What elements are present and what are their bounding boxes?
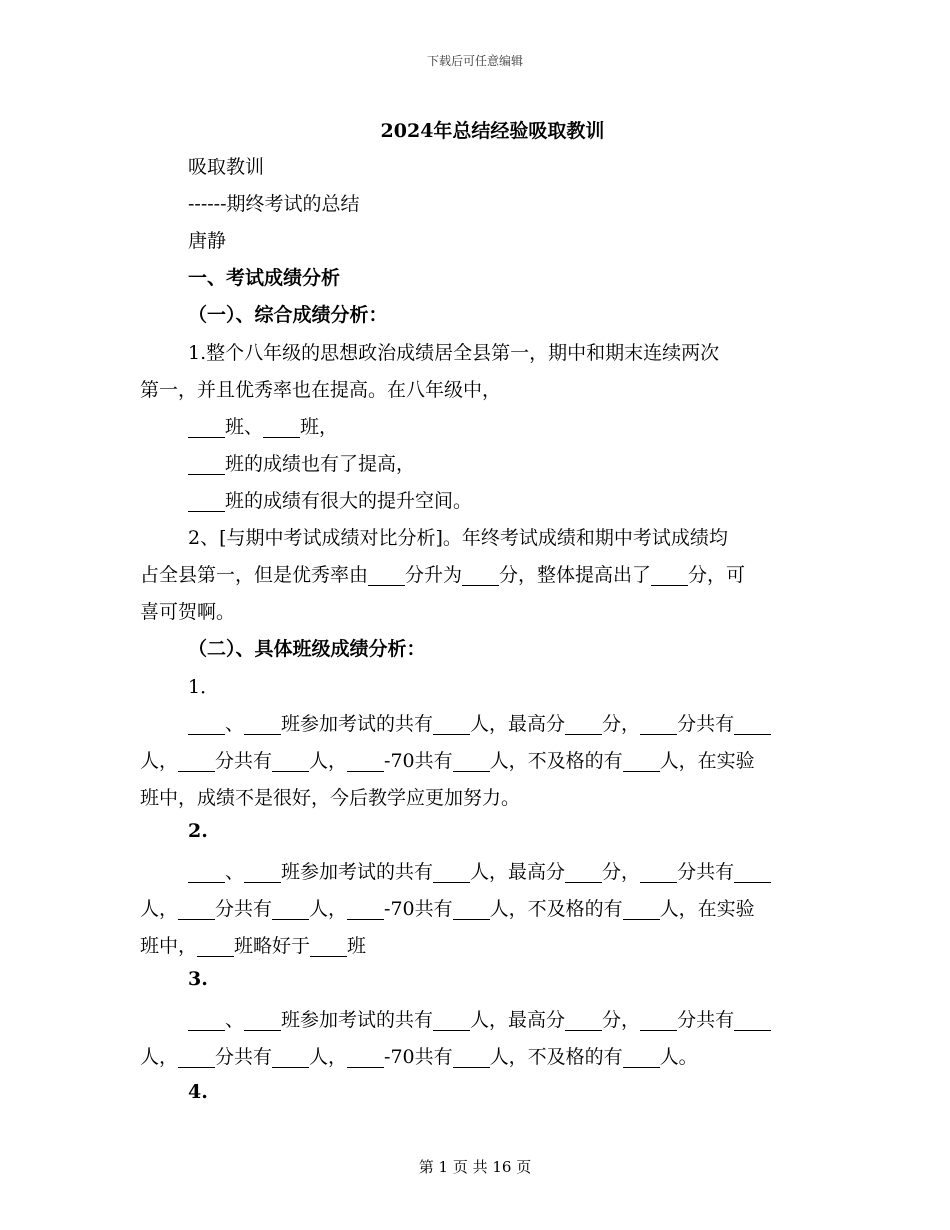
item-number-4: 4. xyxy=(188,1081,208,1103)
blank xyxy=(623,900,660,920)
blank xyxy=(640,863,677,883)
blank xyxy=(565,863,602,883)
blank xyxy=(244,1011,281,1031)
item-1-line-1: 、 班参加考试的共有 人，最高分 分， 分共有 xyxy=(188,709,868,736)
blank xyxy=(272,1048,309,1068)
item-3-line-2: 人， 分共有 人， -70共有 人，不及格的有 人。 xyxy=(140,1046,698,1068)
item-1-line-2: 人， 分共有 人， -70共有 人，不及格的有 人，在实验 xyxy=(140,750,755,772)
item-2-line-1: 、 班参加考试的共有 人，最高分 分， 分共有 xyxy=(188,857,868,884)
paragraph-2-line-1: 2、[与期中考试成绩对比分析]。年终考试成绩和期中考试成绩均 xyxy=(188,527,728,549)
author: 唐静 xyxy=(188,230,227,252)
item-2-line-2: 人， 分共有 人， -70共有 人，不及格的有 人，在实验 xyxy=(140,898,755,920)
blank xyxy=(347,1048,384,1068)
blank xyxy=(565,715,602,735)
blank xyxy=(623,752,660,772)
item-3-line-1: 、 班参加考试的共有 人，最高分 分， 分共有 xyxy=(188,1005,868,1032)
class-list-line: 班、 班， xyxy=(188,412,868,439)
blank xyxy=(462,566,499,586)
blank xyxy=(734,715,771,735)
blank xyxy=(640,715,677,735)
document-title: 2024年总结经验吸取教训 xyxy=(380,120,605,142)
item-number-3: 3. xyxy=(188,968,208,990)
blank xyxy=(734,1011,771,1031)
class-improved-line: 班的成绩也有了提高， xyxy=(188,449,868,476)
blank xyxy=(178,1048,215,1068)
blank xyxy=(347,900,384,920)
blank xyxy=(453,1048,490,1068)
page-header: 下载后可任意编辑 xyxy=(426,54,523,68)
blank xyxy=(565,1011,602,1031)
paragraph-1-line-2: 第一，并且优秀率也在提高。在八年级中， xyxy=(140,379,502,401)
blank xyxy=(453,900,490,920)
intro-subtitle: ------期终考试的总结 xyxy=(188,193,360,215)
blank xyxy=(347,752,384,772)
paragraph-2-line-3: 喜可贺啊。 xyxy=(140,601,236,623)
page-footer: 第 1 页 共 16 页 xyxy=(418,1158,532,1176)
blank xyxy=(623,1048,660,1068)
blank xyxy=(272,752,309,772)
blank xyxy=(640,1011,677,1031)
blank xyxy=(178,752,215,772)
blank xyxy=(197,937,234,957)
blank xyxy=(188,863,225,883)
item-number-1: 1． xyxy=(188,676,220,698)
paragraph-1-line-1: 1.整个八年级的思想政治成绩居全县第一，期中和期末连续两次 xyxy=(188,342,720,364)
blank xyxy=(178,900,215,920)
subsection-heading-1: （一）、综合成绩分析： xyxy=(188,304,388,326)
blank xyxy=(244,863,281,883)
intro-heading: 吸取教训 xyxy=(188,156,265,178)
blank xyxy=(368,566,405,586)
item-1-line-3: 班中，成绩不是很好，今后教学应更加努力。 xyxy=(140,787,521,809)
blank xyxy=(188,455,225,475)
blank xyxy=(433,715,470,735)
blank xyxy=(310,937,347,957)
subsection-heading-2: （二）、具体班级成绩分析： xyxy=(188,638,426,660)
blank xyxy=(272,900,309,920)
blank xyxy=(244,715,281,735)
blank xyxy=(263,418,300,438)
blank xyxy=(188,715,225,735)
blank xyxy=(453,752,490,772)
blank xyxy=(734,863,771,883)
blank xyxy=(188,492,225,512)
blank xyxy=(433,1011,470,1031)
blank xyxy=(433,863,470,883)
item-number-2: 2. xyxy=(188,820,208,842)
class-room-line: 班的成绩有很大的提升空间。 xyxy=(188,486,868,513)
blank xyxy=(651,566,688,586)
paragraph-2-line-2: 占全县第一，但是优秀率由 分升为 分，整体提高出了 分，可 xyxy=(140,564,746,586)
item-2-line-3: 班中， 班略好于 班 xyxy=(140,935,367,957)
blank xyxy=(188,1011,225,1031)
blank xyxy=(188,418,225,438)
section-heading: 一、考试成绩分析 xyxy=(188,267,341,289)
